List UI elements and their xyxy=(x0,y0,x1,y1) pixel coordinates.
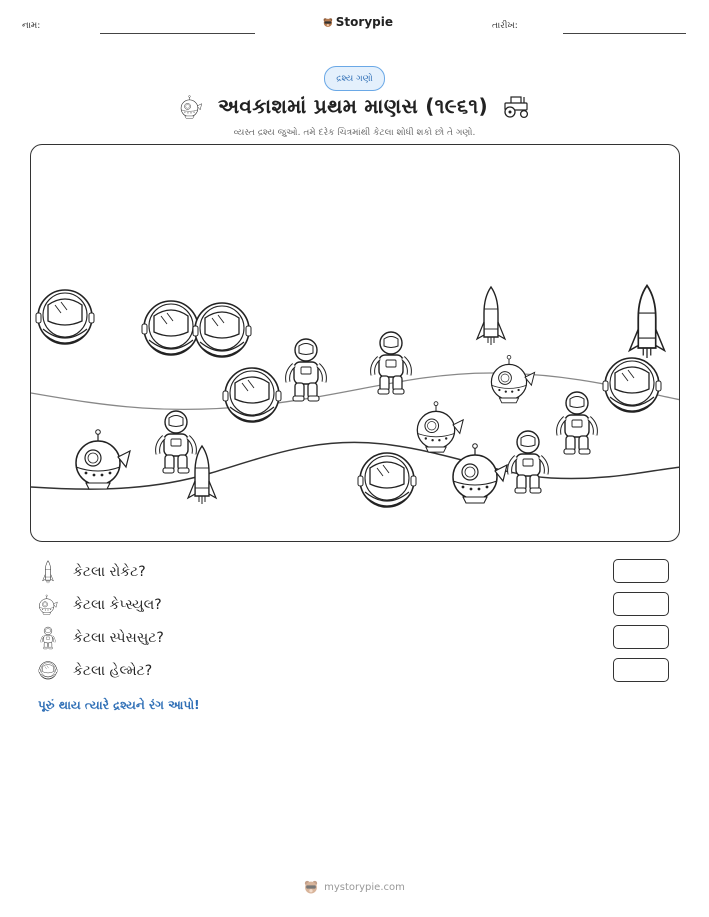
spacesuit-icon xyxy=(38,625,58,651)
question-spacesuits xyxy=(38,625,678,651)
rocket-3 xyxy=(188,446,216,504)
search-scene xyxy=(30,144,680,542)
helmet-5 xyxy=(358,453,416,507)
helmet-4 xyxy=(223,368,281,422)
rocket-2 xyxy=(630,286,665,359)
tractor-icon xyxy=(502,93,532,119)
astronaut-1 xyxy=(288,339,325,401)
capsule-icon xyxy=(178,93,204,119)
capsule-count-input[interactable] xyxy=(613,592,669,616)
date-label: તારીખ: xyxy=(492,21,518,31)
question-rockets xyxy=(38,559,678,585)
question-text: કેટલા હેલ્મેટ? xyxy=(73,663,153,679)
astronaut-5 xyxy=(559,392,596,454)
question-text: કેટલા સ્પેસસુટ? xyxy=(73,630,164,646)
astronaut-4 xyxy=(510,431,547,493)
question-capsules xyxy=(38,592,678,618)
brand-name: Storypie xyxy=(335,15,393,29)
capsule-4 xyxy=(453,444,507,503)
footer-url[interactable]: mystorypie.com xyxy=(324,881,405,893)
color-instruction: પૂરું થાય ત્યારે દ્રશ્યને રંગ આપો! xyxy=(38,698,200,712)
spacesuit-count-input[interactable] xyxy=(613,625,669,649)
helmet-icon xyxy=(38,658,58,684)
storypie-bear-icon xyxy=(323,16,333,29)
storypie-bear-icon xyxy=(304,880,318,894)
rocket-1 xyxy=(477,287,505,345)
astronaut-2 xyxy=(373,332,410,394)
date-field-line[interactable] xyxy=(563,33,686,34)
page-title: અવકાશમાં પ્રથમ માણસ (૧૯૬૧) xyxy=(218,94,488,118)
question-helmets xyxy=(38,658,678,684)
capsule-icon xyxy=(38,592,58,618)
question-text: કેટલા કેપ્સ્યુલ? xyxy=(73,597,162,613)
helmet-count-input[interactable] xyxy=(613,658,669,682)
astronaut-3 xyxy=(158,411,195,473)
helmet-6 xyxy=(603,358,661,412)
name-field-line[interactable] xyxy=(100,33,255,34)
footer xyxy=(0,880,709,894)
instructions: વ્યસ્ત દ્રશ્ય જુઓ. તમે દરેક ચિત્રમાંથી કેટલા શોધી શકો છો તે ગણો. xyxy=(233,128,476,138)
helmet-1 xyxy=(36,290,94,344)
title-row xyxy=(160,90,550,122)
rocket-count-input[interactable] xyxy=(613,559,669,583)
capsule-1 xyxy=(491,355,534,402)
question-text: કેટલા રોકેટ? xyxy=(73,564,146,580)
capsule-2 xyxy=(417,402,463,452)
helmet-3 xyxy=(193,303,251,357)
capsule-3 xyxy=(76,430,130,489)
rocket-icon xyxy=(38,559,58,585)
helmet-2 xyxy=(142,301,200,355)
activity-badge: દ્રશ્ય ગણો xyxy=(324,66,385,91)
name-label: નામ: xyxy=(22,21,41,31)
storypie-logo xyxy=(323,12,393,32)
